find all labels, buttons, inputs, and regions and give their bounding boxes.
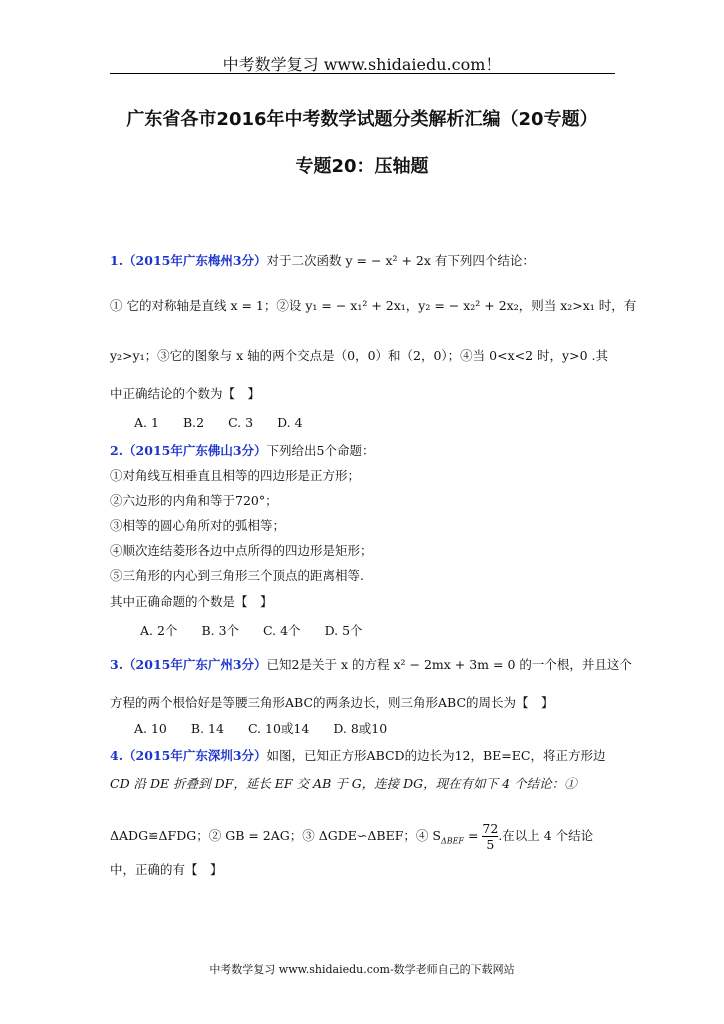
numerator: 72 [482, 821, 499, 836]
doc-subtitle: 专题20：压轴题 [295, 156, 429, 177]
q2-item: 其中正确命题的个数是【 】 [110, 594, 273, 609]
q4-source: 4.（2015年广东深圳3分） [110, 748, 267, 763]
q4-stem [110, 748, 605, 764]
q3-options [134, 721, 411, 737]
option-c: C. 4个 [263, 623, 301, 638]
fraction [482, 821, 498, 852]
page-header: 中考数学复习 www.shidaiedu.com！ [222, 55, 502, 74]
doc-title: 广东省各市2016年中考数学试题分类解析汇编（20专题） [126, 109, 598, 130]
q2-source: 2.（2015年广东佛山3分） [110, 443, 267, 458]
q3-stem [110, 657, 632, 673]
q1-text: 对于二次函数 y = − x² + 2x 有下列四个结论： [266, 253, 535, 268]
q1-options [134, 415, 327, 431]
option-a: A. 1 [134, 415, 159, 430]
q2-item: ⑤三角形的内心到三角形三个顶点的距离相等. [110, 568, 364, 583]
option-c: C. 3 [228, 415, 254, 430]
q2-item: ①对角线互相垂直且相等的四边形是正方形； [110, 468, 361, 483]
area-subscript: ΔBEF [440, 836, 464, 846]
q1-stem [110, 253, 535, 269]
q1-line2: ① 它的对称轴是直线 x = 1；②设 y₁ = − x₁² + 2x₁，y₂ = − x₂² + 2x₂，则当 x₂>x₁ 时，有 [110, 298, 637, 313]
q3-line2: 方程的两个根恰好是等腰三角形ABC的两条边长，则三角形ABC的周长为【 】 [110, 695, 554, 710]
q4-text: 如图，已知正方形ABCD的边长为12，BE=EC，将正方形边 [266, 748, 606, 763]
q4-line3 [110, 821, 593, 852]
q4-conclusions: ΔADG≌ΔFDG；② GB = 2AG；③ ΔGDE∽ΔBEF；④ S [110, 828, 441, 843]
denominator: 5 [486, 837, 495, 852]
option-b: B. 14 [190, 721, 224, 736]
option-b: B. 3个 [201, 623, 240, 638]
option-d: D. 4 [277, 415, 303, 430]
q2-item: ③相等的圆心角所对的弧相等； [110, 518, 286, 533]
option-a: A. 2个 [140, 623, 178, 638]
q2-item: ④顺次连结菱形各边中点所得的四边形是矩形； [110, 543, 373, 558]
option-d: D. 8或10 [333, 721, 388, 736]
q4-tail: .在以上 4 个结论 [498, 828, 594, 843]
q2-stem [110, 443, 375, 459]
option-c: C. 10或14 [247, 721, 310, 736]
option-b: B.2 [182, 415, 205, 430]
q3-text: 已知2是关于 x 的方程 x² − 2mx + 3m = 0 的一个根，并且这个 [266, 657, 632, 672]
q1-line4: 中正确结论的个数为【 】 [110, 386, 261, 401]
option-a: A. 10 [134, 721, 167, 736]
option-d: D. 5个 [324, 623, 363, 638]
q2-text: 下列给出5个命题： [266, 443, 375, 458]
q2-item: ②六边形的内角和等于720°； [110, 493, 278, 508]
page-footer: 中考数学复习 www.shidaiedu.com-数学老师自己的下载网站 [209, 963, 515, 976]
q4-line4: 中，正确的有【 】 [110, 862, 223, 877]
header-rule [110, 73, 615, 74]
q1-source: 1.（2015年广东梅州3分） [110, 253, 267, 268]
q1-line3: y₂>y₁；③它的图象与 x 轴的两个交点是（0，0）和（2，0）；④当 0<x<2 时，y>0 .其 [110, 348, 608, 363]
equals: = [463, 828, 483, 843]
q3-source: 3.（2015年广东广州3分） [110, 657, 267, 672]
q4-line2: CD 沿 DE 折叠到 DF，延长 EF 交 AB 于 G，连接 DG，现在有如下 4 个结论：① [110, 776, 577, 791]
q2-options [140, 623, 387, 639]
